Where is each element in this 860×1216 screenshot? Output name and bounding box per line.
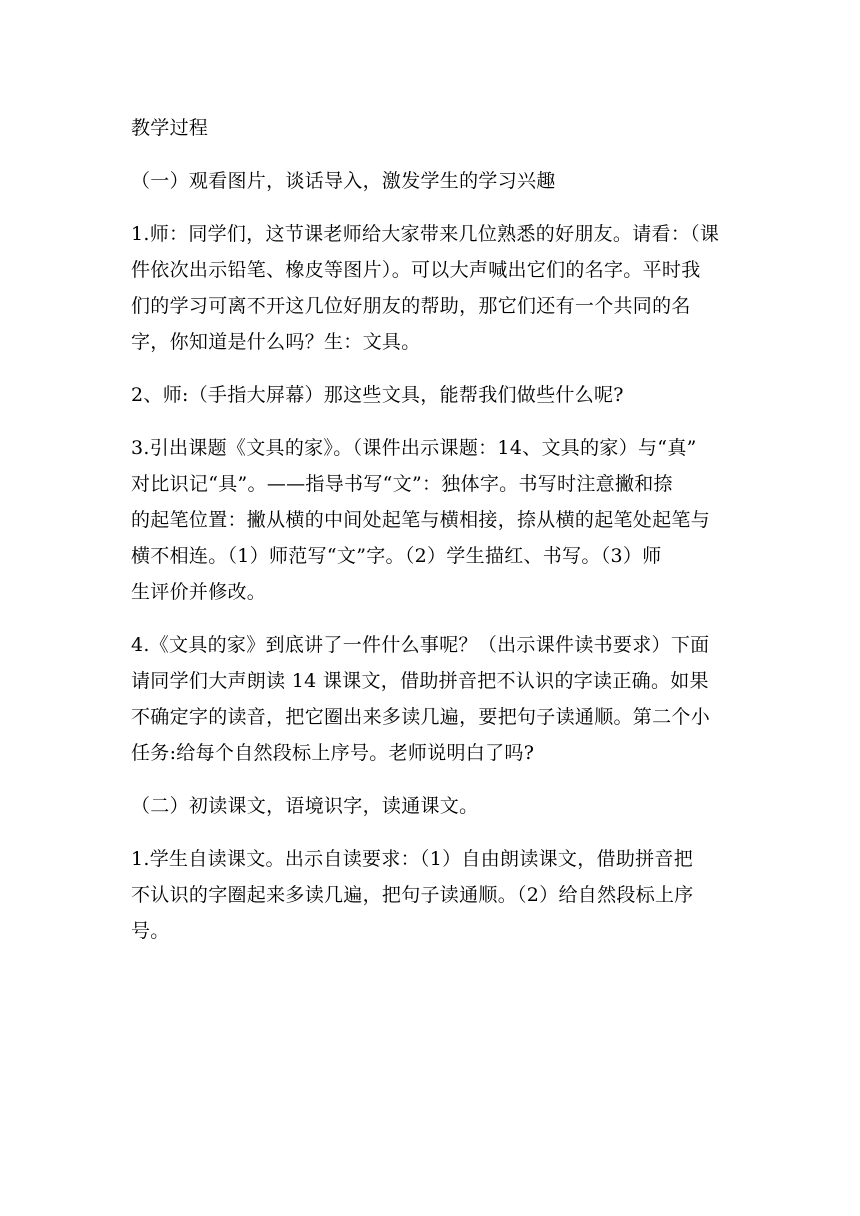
text-line: （二）初读课文，语境识字，读通课文。 xyxy=(131,795,479,817)
text-line: 4.《文具的家》到底讲了一件什么事呢？（出示课件读书要求）下面 xyxy=(131,634,710,656)
text-line: 号。 xyxy=(131,920,170,942)
section-heading-1 xyxy=(131,163,731,199)
text-line: 不认识的字圈起来多读几遍，把句子读通顺。（2）给自然段标上序 xyxy=(131,884,694,906)
text-line: 对比识记“具”。——指导书写“文”：独体字。书写时注意撇和捺 xyxy=(131,473,673,495)
section-heading-2 xyxy=(131,788,731,824)
text-line: 教学过程 xyxy=(131,117,209,139)
text-line: 字，你知道是什么吗？生：文具。 xyxy=(131,331,421,353)
text-line: 任务:给每个自然段标上序号。老师说明白了吗? xyxy=(131,742,535,764)
text-line: 的起笔位置：撇从横的中间处起笔与横相接，捺从横的起笔处起笔与 xyxy=(131,509,711,531)
document-body xyxy=(131,110,731,966)
paragraph-5 xyxy=(131,841,731,949)
section-title xyxy=(131,110,731,146)
paragraph-1 xyxy=(131,216,731,360)
text-line: 不确定字的读音，把它圈出来多读几遍，要把句子读通顺。第二个小 xyxy=(131,706,711,728)
text-line: 2、师:（手指大屏幕）那这些文具，能帮我们做些什么呢? xyxy=(131,384,624,406)
text-line: 请同学们大声朗读 14 课课文，借助拼音把不认识的字读正确。如果 xyxy=(131,670,709,692)
paragraph-2 xyxy=(131,377,731,413)
text-line: 1.师：同学们，这节课老师给大家带来几位熟悉的好朋友。请看：（课 xyxy=(131,223,720,245)
paragraph-3 xyxy=(131,430,731,610)
text-line: 生评价并修改。 xyxy=(131,581,267,603)
text-line: 件依次出示铅笔、橡皮等图片）。可以大声喊出它们的名字。平时我 xyxy=(131,259,701,281)
text-line: 1.学生自读课文。出示自读要求：（1）自由朗读课文，借助拼音把 xyxy=(131,848,694,870)
text-line: （一）观看图片，谈话导入，激发学生的学习兴趣 xyxy=(131,170,556,192)
text-line: 横不相连。（1）师范写“文”字。（2）学生描红、书写。（3）师 xyxy=(131,545,662,567)
text-line: 3.引出课题《文具的家》。（课件出示课题：14、文具的家）与“真” xyxy=(131,437,697,459)
paragraph-4 xyxy=(131,627,731,771)
text-line: 们的学习可离不开这几位好朋友的帮助，那它们还有一个共同的名 xyxy=(131,295,691,317)
